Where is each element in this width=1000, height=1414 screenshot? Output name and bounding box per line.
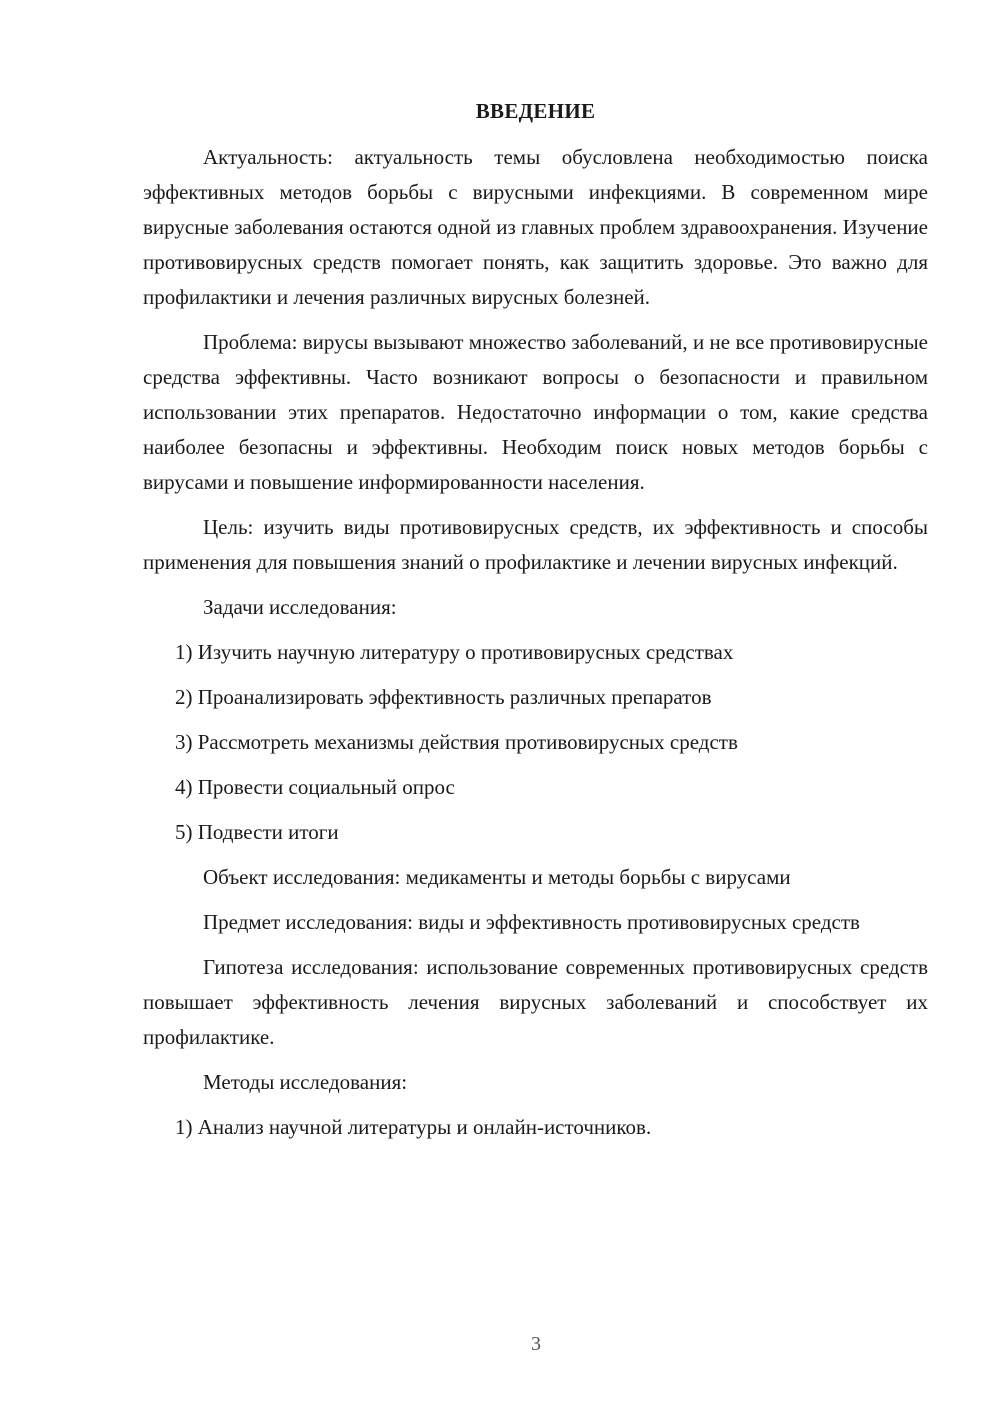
list-item: 4) Провести социальный опрос	[175, 775, 455, 799]
methods-list	[143, 1110, 928, 1145]
list-item: 5) Подвести итоги	[175, 820, 339, 844]
tasks-heading: Задачи исследования:	[203, 595, 397, 619]
list-item: 2) Проанализировать эффективность различных препаратов	[175, 685, 712, 709]
page-title: ВВЕДЕНИЕ	[475, 99, 596, 123]
object-paragraph: Объект исследования: медикаменты и методы борьбы с вирусами	[203, 865, 791, 889]
tasks-list	[143, 635, 928, 850]
goal-paragraph: Цель: изучить виды противовирусных средств, их эффективность и способы применения для повышения знаний о профилактике и лечении вирусных инфекций.	[143, 515, 928, 574]
relevance-paragraph: Актуальность: актуальность темы обусловлена необходимостью поиска эффективных методов борьбы с вирусными инфекциями. В современном мире вирусные заболевания остаются одной из главных проблем здравоохранения. Изучение противовирусных средств помогает понять, как защитить здоровье. Это важно для профилактики и лечения различных вирусных болезней.	[143, 145, 928, 309]
methods-heading: Методы исследования:	[203, 1070, 408, 1094]
subject-paragraph: Предмет исследования: виды и эффективность противовирусных средств	[203, 910, 860, 934]
list-item: 1) Анализ научной литературы и онлайн-источников.	[175, 1115, 652, 1139]
problem-paragraph: Проблема: вирусы вызывают множество заболеваний, и не все противовирусные средства эффективны. Часто возникают вопросы о безопасности и правильном использовании этих препаратов. Недостаточно информации о том, какие средства наиболее безопасны и эффективны. Необходим поиск новых методов борьбы с вирусами и повышение информированности населения.	[143, 330, 928, 494]
list-item: 1) Изучить научную литературу о противовирусных средствах	[175, 640, 734, 664]
hypothesis-paragraph: Гипотеза исследования: использование современных противовирусных средств повышает эффективность лечения вирусных заболеваний и способствует их профилактике.	[143, 955, 928, 1049]
document-page	[143, 94, 928, 1155]
page-number: 3	[531, 1333, 541, 1355]
list-item: 3) Рассмотреть механизмы действия противовирусных средств	[175, 730, 738, 754]
